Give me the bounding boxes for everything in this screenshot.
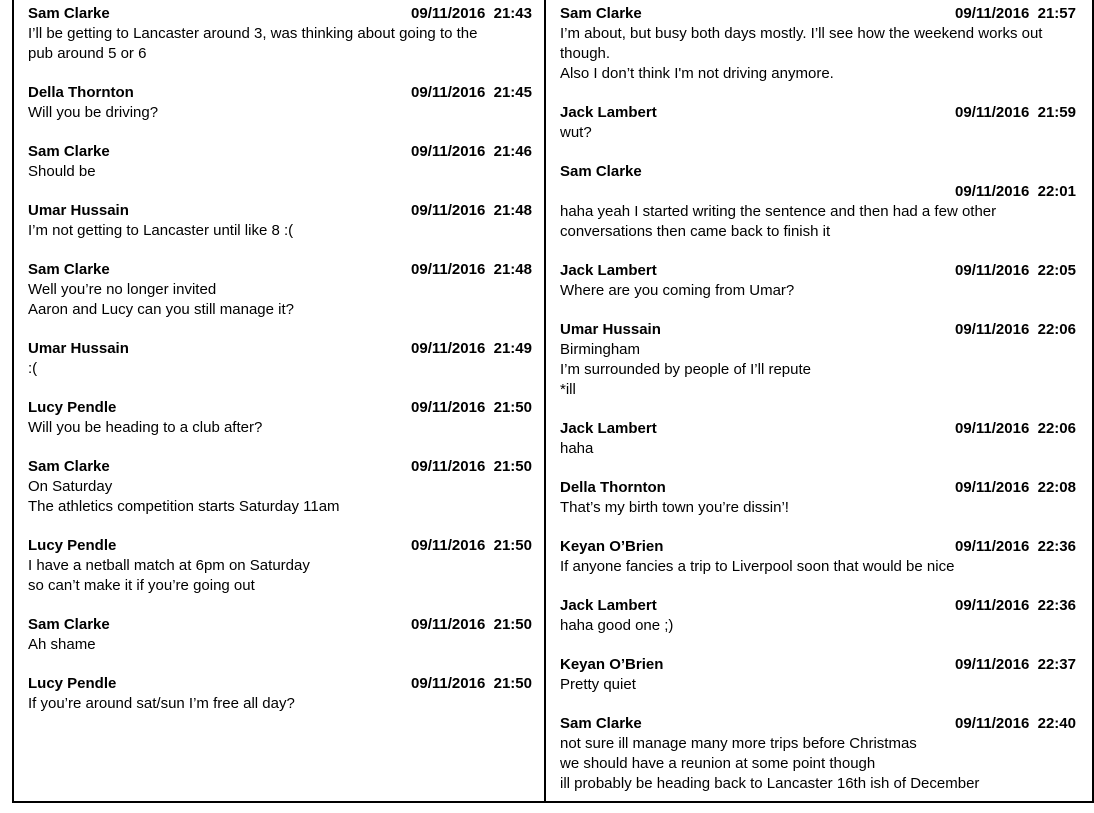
message-text: pub around 5 or 6 <box>28 45 147 62</box>
message-text: I’m not getting to Lancaster until like 8 :( <box>28 222 294 239</box>
chat-message <box>560 4 1090 84</box>
message-header <box>28 398 534 418</box>
chat-message <box>28 339 534 379</box>
column-divider <box>544 0 546 803</box>
message-header <box>560 596 1090 616</box>
sender-name: Sam Clarke <box>28 5 110 22</box>
message-timestamp: 09/11/2016 22:36 <box>955 597 1076 614</box>
message-text: Ah shame <box>28 636 96 653</box>
message-text: That’s my birth town you’re dissin’! <box>560 499 789 516</box>
message-header <box>560 478 1090 498</box>
sender-name: Sam Clarke <box>28 616 110 633</box>
message-text: I’ll be getting to Lancaster around 3, was thinking about going to the <box>28 25 478 42</box>
chat-message <box>560 103 1090 143</box>
message-timestamp: 09/11/2016 21:50 <box>411 399 532 416</box>
message-text: haha good one ;) <box>560 617 674 634</box>
message-text: we should have a reunion at some point though <box>560 755 876 772</box>
chat-message <box>560 419 1090 459</box>
message-text: I have a netball match at 6pm on Saturday <box>28 557 310 574</box>
message-text: haha <box>560 440 594 457</box>
chat-message <box>560 261 1090 301</box>
message-header <box>28 4 534 24</box>
chat-message <box>28 398 534 438</box>
chat-message <box>560 714 1090 794</box>
message-text: ill probably be heading back to Lancaster 16th ish of December <box>560 775 980 792</box>
chat-message <box>28 83 534 123</box>
message-text: conversations then came back to finish it <box>560 223 831 240</box>
message-text: On Saturday <box>28 478 113 495</box>
sender-name: Umar Hussain <box>28 202 129 219</box>
message-header <box>28 142 534 162</box>
message-timestamp: 09/11/2016 21:50 <box>411 675 532 692</box>
sender-name: Sam Clarke <box>28 458 110 475</box>
message-timestamp: 09/11/2016 22:40 <box>955 715 1076 732</box>
message-header <box>560 655 1090 675</box>
sender-name: Sam Clarke <box>560 163 642 180</box>
message-text: not sure ill manage many more trips before Christmas <box>560 735 917 752</box>
message-text: Well you’re no longer invited <box>28 281 217 298</box>
message-text: I’m surrounded by people of I’ll repute <box>560 361 811 378</box>
chat-message <box>560 537 1090 577</box>
message-text: Pretty quiet <box>560 676 636 693</box>
chat-message <box>28 201 534 241</box>
chat-message <box>28 674 534 714</box>
message-header <box>28 536 534 556</box>
message-text: Also I don’t think I'm not driving anymore. <box>560 65 834 82</box>
chat-message <box>560 655 1090 695</box>
message-text: I’m about, but busy both days mostly. I’ll see how the weekend works out <box>560 25 1043 42</box>
sender-name: Lucy Pendle <box>28 399 117 416</box>
message-text: Birmingham <box>560 341 641 358</box>
message-header <box>560 103 1090 123</box>
message-header <box>28 674 534 694</box>
message-text: *ill <box>560 381 576 398</box>
message-timestamp: 09/11/2016 22:01 <box>955 183 1076 200</box>
left-column <box>28 4 534 733</box>
message-header <box>28 201 534 221</box>
message-header <box>560 714 1090 734</box>
message-text: Where are you coming from Umar? <box>560 282 795 299</box>
sender-name: Jack Lambert <box>560 262 657 279</box>
chat-message <box>28 615 534 655</box>
message-text: If you’re around sat/sun I’m free all day? <box>28 695 295 712</box>
chat-message <box>28 457 534 517</box>
sender-name: Sam Clarke <box>560 5 642 22</box>
message-timestamp: 09/11/2016 21:48 <box>411 261 532 278</box>
chat-message <box>560 478 1090 518</box>
message-timestamp: 09/11/2016 22:06 <box>955 420 1076 437</box>
sender-name: Della Thornton <box>560 479 666 496</box>
sender-name: Sam Clarke <box>28 143 110 160</box>
chat-message <box>28 142 534 182</box>
message-text: so can’t make it if you’re going out <box>28 577 255 594</box>
message-timestamp: 09/11/2016 21:59 <box>955 104 1076 121</box>
message-timestamp: 09/11/2016 22:36 <box>955 538 1076 555</box>
chat-message <box>560 320 1090 400</box>
message-timestamp: 09/11/2016 22:06 <box>955 321 1076 338</box>
message-text: The athletics competition starts Saturday 11am <box>28 498 340 515</box>
sender-name: Umar Hussain <box>560 321 661 338</box>
message-timestamp: 09/11/2016 22:37 <box>955 656 1076 673</box>
sender-name: Jack Lambert <box>560 104 657 121</box>
message-text: Will you be heading to a club after? <box>28 419 263 436</box>
message-header <box>28 457 534 477</box>
message-timestamp: 09/11/2016 21:49 <box>411 340 532 357</box>
message-timestamp: 09/11/2016 22:05 <box>955 262 1076 279</box>
sender-name: Della Thornton <box>28 84 134 101</box>
message-text: :( <box>28 360 38 377</box>
message-timestamp: 09/11/2016 21:48 <box>411 202 532 219</box>
message-text: Should be <box>28 163 96 180</box>
message-timestamp: 09/11/2016 22:08 <box>955 479 1076 496</box>
message-header <box>28 339 534 359</box>
sender-name: Sam Clarke <box>28 261 110 278</box>
message-header <box>560 537 1090 557</box>
sender-name: Keyan O’Brien <box>560 538 664 555</box>
message-header <box>560 162 1090 182</box>
message-timestamp: 09/11/2016 21:57 <box>955 5 1076 22</box>
message-header <box>560 261 1090 281</box>
sender-name: Sam Clarke <box>560 715 642 732</box>
chat-message <box>28 260 534 320</box>
message-timestamp: 09/11/2016 21:50 <box>411 458 532 475</box>
sender-name: Lucy Pendle <box>28 675 117 692</box>
chat-message <box>28 4 534 64</box>
chat-message <box>560 162 1090 242</box>
sender-name: Jack Lambert <box>560 420 657 437</box>
chat-message <box>28 536 534 596</box>
message-timestamp: 09/11/2016 21:43 <box>411 5 532 22</box>
sender-name: Umar Hussain <box>28 340 129 357</box>
sender-name: Lucy Pendle <box>28 537 117 554</box>
message-header <box>28 83 534 103</box>
message-header <box>560 419 1090 439</box>
right-column <box>560 4 1090 813</box>
message-text: Will you be driving? <box>28 104 159 121</box>
sender-name: Jack Lambert <box>560 597 657 614</box>
message-header <box>560 4 1090 24</box>
message-header <box>560 320 1090 340</box>
message-timestamp: 09/11/2016 21:50 <box>411 616 532 633</box>
message-text: haha yeah I started writing the sentence and then had a few other <box>560 203 997 220</box>
message-timestamp: 09/11/2016 21:46 <box>411 143 532 160</box>
message-header <box>28 615 534 635</box>
message-text: though. <box>560 45 611 62</box>
message-text: Aaron and Lucy can you still manage it? <box>28 301 294 318</box>
message-text: wut? <box>560 124 592 141</box>
message-header <box>28 260 534 280</box>
message-text: If anyone fancies a trip to Liverpool soon that would be nice <box>560 558 955 575</box>
chat-message <box>560 596 1090 636</box>
sender-name: Keyan O’Brien <box>560 656 664 673</box>
message-timestamp: 09/11/2016 21:45 <box>411 84 532 101</box>
message-timestamp: 09/11/2016 21:50 <box>411 537 532 554</box>
